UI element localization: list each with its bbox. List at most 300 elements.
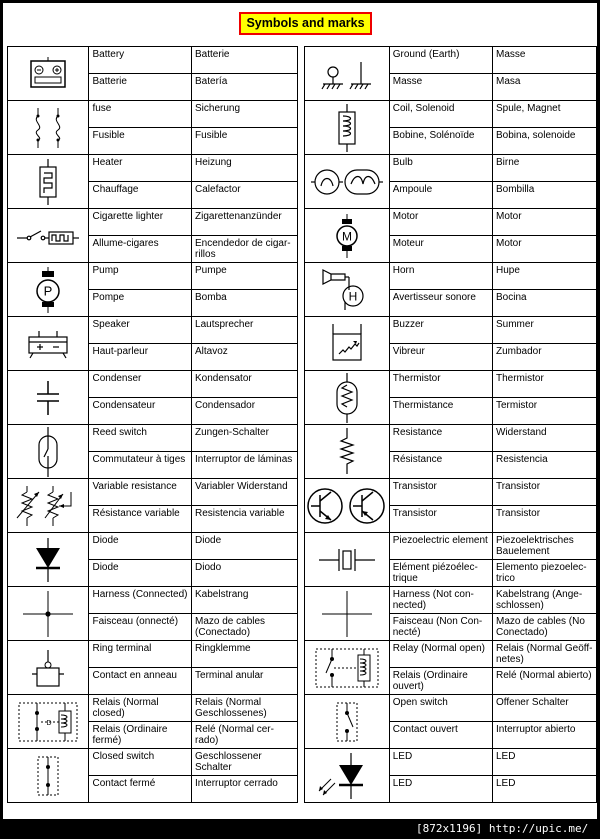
reed-switch-icon — [8, 425, 89, 479]
buzzer-label-es-text: Zumbador — [495, 346, 542, 357]
variable-resistance-label-es-text: Resistencia variable — [195, 508, 285, 519]
resistance-label-en — [389, 425, 492, 452]
closed-switch-label-es-text: Interruptor cerrado — [195, 778, 278, 789]
harness-not-connected-label-es-text: Mazo de cables (No Conectado) — [495, 616, 585, 638]
harness-connected-label-fr — [89, 614, 192, 641]
thermistor-label-de — [492, 371, 596, 398]
coil-solenoid-icon — [304, 101, 389, 155]
bulb-label-de — [492, 155, 596, 182]
ground-label-es — [492, 74, 596, 101]
harness-not-connected-label-fr — [389, 614, 492, 641]
horn-label-de-text: Hupe — [495, 265, 520, 276]
led-label-en-text: LED — [392, 751, 413, 762]
reed-switch-label-es-text: Interruptor de láminas — [195, 454, 293, 465]
fuse-label-fr-text: Fusible — [92, 130, 125, 141]
cigarette-lighter-label-fr-text: Allume-cigares — [92, 238, 159, 249]
diode-label-de — [192, 533, 298, 560]
column-gap — [297, 371, 304, 398]
column-gap — [297, 263, 304, 290]
pump-label-fr-text: Pompe — [92, 292, 125, 303]
relay-normal-open-icon — [304, 641, 389, 695]
variable-resistance-icon — [8, 479, 89, 533]
transistor-label-es-text: Transistor — [495, 508, 541, 519]
relay-normal-closed-label-de-text: Relais (Normal Geschlossenes) — [195, 697, 267, 719]
closed-switch-label-es — [192, 776, 298, 803]
harness-not-connected-label-es — [492, 614, 596, 641]
table-row — [8, 587, 597, 614]
svg-text:P: P — [43, 283, 53, 298]
battery-icon — [8, 47, 89, 101]
bulb-label-fr-text: Ampoule — [392, 184, 433, 195]
pump-label-es — [192, 290, 298, 317]
thermistor-label-es-text: Termistor — [495, 400, 538, 411]
relay-normal-open-label-fr — [389, 668, 492, 695]
column-gap — [297, 668, 304, 695]
coil-solenoid-label-de — [492, 101, 596, 128]
column-gap — [297, 452, 304, 479]
ring-terminal-label-es — [192, 668, 298, 695]
fuse-label-fr — [89, 128, 192, 155]
relay-normal-open-label-de-text: Relais (Normal Geöff-netes) — [495, 643, 593, 665]
heater-label-fr — [89, 182, 192, 209]
table-row — [8, 317, 597, 344]
condenser-label-es-text: Condensador — [195, 400, 256, 411]
led-label-es-text: LED — [495, 778, 516, 789]
variable-resistance-label-en-text: Variable resistance — [92, 481, 177, 492]
cigarette-lighter-label-fr — [89, 236, 192, 263]
pump-icon — [8, 263, 89, 317]
pump-label-es-text: Bomba — [195, 292, 227, 303]
speaker-label-en — [89, 317, 192, 344]
condenser-label-fr — [89, 398, 192, 425]
closed-switch-label-fr — [89, 776, 192, 803]
condenser-label-de — [192, 371, 298, 398]
harness-connected-label-en — [89, 587, 192, 614]
table-row — [8, 236, 597, 263]
ground-label-de-text: Masse — [495, 49, 526, 60]
heater-icon — [8, 155, 89, 209]
bulb-icon — [304, 155, 389, 209]
heater-label-de — [192, 155, 298, 182]
battery-label-es-text: Batería — [195, 76, 228, 87]
resistance-label-fr-text: Résistance — [392, 454, 443, 465]
table-row — [8, 182, 597, 209]
horn-label-en — [389, 263, 492, 290]
buzzer-label-fr-text: Vibreur — [392, 346, 425, 357]
condenser-label-fr-text: Condensateur — [92, 400, 156, 411]
harness-not-connected-icon — [304, 587, 389, 641]
table-row — [8, 209, 597, 236]
transistor-label-de-text: Transistor — [495, 481, 541, 492]
page-title: Symbols and marks — [239, 12, 372, 35]
resistance-label-es — [492, 452, 596, 479]
bulb-label-en-text: Bulb — [392, 157, 413, 168]
speaker-label-de-text: Lautsprecher — [195, 319, 254, 330]
diode-label-en-text: Diode — [92, 535, 119, 546]
table-row — [8, 344, 597, 371]
diode-label-fr — [89, 560, 192, 587]
column-gap — [297, 47, 304, 74]
horn-label-es-text: Bocina — [495, 292, 527, 303]
table-row — [8, 722, 597, 749]
column-gap — [297, 74, 304, 101]
table-row — [8, 560, 597, 587]
table-row — [8, 641, 597, 668]
coil-solenoid-label-de-text: Spule, Magnet — [495, 103, 561, 114]
table-row — [8, 614, 597, 641]
led-label-fr-text: LED — [392, 778, 413, 789]
column-gap — [297, 128, 304, 155]
table-row — [8, 425, 597, 452]
column-gap — [297, 425, 304, 452]
table-row — [8, 452, 597, 479]
heater-label-fr-text: Chauffage — [92, 184, 139, 195]
variable-resistance-label-de-text: Variabler Widerstand — [195, 481, 288, 492]
closed-switch-label-fr-text: Contact fermé — [92, 778, 156, 789]
column-gap — [297, 749, 304, 776]
column-gap — [297, 155, 304, 182]
harness-not-connected-label-en-text: Harness (Not con-nected) — [392, 589, 474, 611]
table-row — [8, 47, 597, 74]
coil-solenoid-label-en-text: Coil, Solenoid — [392, 103, 455, 114]
fuse-label-es-text: Fusible — [195, 130, 228, 141]
column-gap — [297, 317, 304, 344]
column-gap — [297, 290, 304, 317]
relay-normal-open-label-es — [492, 668, 596, 695]
ring-terminal-icon — [8, 641, 89, 695]
closed-switch-label-en — [89, 749, 192, 776]
buzzer-icon — [304, 317, 389, 371]
table-row — [8, 101, 597, 128]
reed-switch-label-fr — [89, 452, 192, 479]
table-row — [8, 371, 597, 398]
coil-solenoid-label-es-text: Bobina, solenoide — [495, 130, 576, 141]
speaker-label-es-text: Altavoz — [195, 346, 228, 357]
transistor-label-de — [492, 479, 596, 506]
transistor-label-en-text: Transistor — [392, 481, 437, 492]
fuse-label-es — [192, 128, 298, 155]
relay-normal-open-label-es-text: Relé (Normal abierto) — [495, 670, 592, 681]
reed-switch-label-en-text: Reed switch — [92, 427, 147, 438]
buzzer-label-de — [492, 317, 596, 344]
reed-switch-label-fr-text: Commutateur à tiges — [92, 454, 186, 465]
column-gap — [297, 101, 304, 128]
diode-icon — [8, 533, 89, 587]
harness-connected-label-de — [192, 587, 298, 614]
closed-switch-label-en-text: Closed switch — [92, 751, 155, 762]
horn-label-fr — [389, 290, 492, 317]
harness-connected-label-en-text: Harness (Connected) — [92, 589, 188, 600]
ground-label-fr — [389, 74, 492, 101]
ring-terminal-label-de — [192, 641, 298, 668]
thermistor-label-es — [492, 398, 596, 425]
table-row — [8, 776, 597, 803]
variable-resistance-label-fr — [89, 506, 192, 533]
ground-icon — [304, 47, 389, 101]
thermistor-label-en-text: Thermistor — [392, 373, 441, 384]
ground-label-de — [492, 47, 596, 74]
pump-label-en-text: Pump — [92, 265, 119, 276]
piezoelectric-element-label-fr-text: Elément piézoélec-trique — [392, 562, 478, 584]
buzzer-label-en-text: Buzzer — [392, 319, 424, 330]
motor-label-es — [492, 236, 596, 263]
open-switch-label-de-text: Offener Schalter — [495, 697, 569, 708]
speaker-label-fr-text: Haut-parleur — [92, 346, 149, 357]
transistor-label-en — [389, 479, 492, 506]
harness-not-connected-label-de-text: Kabelstrang (Ange-schlossen) — [495, 589, 583, 611]
battery-label-en-text: Battery — [92, 49, 125, 60]
symbols-table — [7, 46, 597, 803]
speaker-label-es — [192, 344, 298, 371]
column-gap — [297, 479, 304, 506]
ring-terminal-label-en — [89, 641, 192, 668]
bulb-label-fr — [389, 182, 492, 209]
resistance-label-en-text: Resistance — [392, 427, 443, 438]
table-row — [8, 290, 597, 317]
ground-label-en-text: Ground (Earth) — [392, 49, 460, 60]
harness-not-connected-label-fr-text: Faisceau (Non Con-necté) — [392, 616, 483, 638]
diode-label-fr-text: Diode — [92, 562, 119, 573]
cigarette-lighter-label-es-text: Encendedor de cigar-rillos — [195, 238, 291, 260]
harness-connected-label-de-text: Kabelstrang — [195, 589, 249, 600]
horn-label-es — [492, 290, 596, 317]
closed-switch-label-de — [192, 749, 298, 776]
transistor-label-es — [492, 506, 596, 533]
battery-label-de — [192, 47, 298, 74]
ring-terminal-label-en-text: Ring terminal — [92, 643, 152, 654]
fuse-label-de-text: Sicherung — [195, 103, 241, 114]
piezoelectric-element-label-es-text: Elemento piezoelec-trico — [495, 562, 587, 584]
svg-text:D: D — [46, 719, 52, 727]
motor-icon — [304, 209, 389, 263]
piezoelectric-element-label-de — [492, 533, 596, 560]
relay-normal-closed-label-fr-text: Relais (Ordinaire fermé) — [92, 724, 168, 746]
motor-label-de — [492, 209, 596, 236]
bulb-label-en — [389, 155, 492, 182]
reed-switch-label-de — [192, 425, 298, 452]
cigarette-lighter-label-es — [192, 236, 298, 263]
resistance-icon — [304, 425, 389, 479]
fuse-icon — [8, 101, 89, 155]
thermistor-label-en — [389, 371, 492, 398]
horn-label-en-text: Horn — [392, 265, 415, 276]
battery-label-de-text: Batterie — [195, 49, 230, 60]
bulb-label-de-text: Birne — [495, 157, 520, 168]
motor-label-en-text: Motor — [392, 211, 419, 222]
bulb-label-es-text: Bombilla — [495, 184, 535, 195]
column-gap — [297, 614, 304, 641]
relay-normal-open-label-fr-text: Relais (Ordinaire ouvert) — [392, 670, 468, 692]
heater-label-en-text: Heater — [92, 157, 123, 168]
table-row — [8, 155, 597, 182]
coil-solenoid-label-fr — [389, 128, 492, 155]
column-gap — [297, 560, 304, 587]
table-row — [8, 506, 597, 533]
bulb-label-es — [492, 182, 596, 209]
piezoelectric-element-label-de-text: Piezoelektrisches Bauelement — [495, 535, 574, 557]
relay-normal-closed-label-fr — [89, 722, 192, 749]
coil-solenoid-label-es — [492, 128, 596, 155]
diode-label-de-text: Diode — [195, 535, 222, 546]
svg-text:M: M — [341, 229, 352, 243]
diode-label-es — [192, 560, 298, 587]
pump-label-fr — [89, 290, 192, 317]
open-switch-label-fr — [389, 722, 492, 749]
cigarette-lighter-icon — [8, 209, 89, 263]
column-gap — [297, 533, 304, 560]
ground-label-fr-text: Masse — [392, 76, 423, 87]
table-row — [8, 479, 597, 506]
battery-label-en — [89, 47, 192, 74]
motor-label-fr — [389, 236, 492, 263]
heater-label-es — [192, 182, 298, 209]
piezoelectric-element-label-en-text: Piezoelectric element — [392, 535, 488, 546]
open-switch-label-en — [389, 695, 492, 722]
condenser-icon — [8, 371, 89, 425]
column-gap — [297, 344, 304, 371]
resistance-label-de-text: Widerstand — [495, 427, 547, 438]
speaker-label-fr — [89, 344, 192, 371]
buzzer-label-es — [492, 344, 596, 371]
diode-label-es-text: Diodo — [195, 562, 222, 573]
open-switch-label-es — [492, 722, 596, 749]
column-gap — [297, 398, 304, 425]
battery-label-fr — [89, 74, 192, 101]
column-gap — [297, 641, 304, 668]
ground-label-es-text: Masa — [495, 76, 521, 87]
piezoelectric-element-label-fr — [389, 560, 492, 587]
cigarette-lighter-label-de — [192, 209, 298, 236]
fuse-label-en-text: fuse — [92, 103, 112, 114]
piezoelectric-element-label-es — [492, 560, 596, 587]
motor-label-fr-text: Moteur — [392, 238, 424, 249]
ring-terminal-label-de-text: Ringklemme — [195, 643, 251, 654]
led-icon — [304, 749, 389, 803]
fuse-label-de — [192, 101, 298, 128]
column-gap — [297, 209, 304, 236]
horn-icon — [304, 263, 389, 317]
open-switch-icon — [304, 695, 389, 749]
variable-resistance-label-fr-text: Résistance variable — [92, 508, 180, 519]
coil-solenoid-label-fr-text: Bobine, Solénoïde — [392, 130, 475, 141]
open-switch-label-de — [492, 695, 596, 722]
cigarette-lighter-label-en — [89, 209, 192, 236]
table-row — [8, 263, 597, 290]
relay-normal-closed-label-es — [192, 722, 298, 749]
led-label-de-text: LED — [495, 751, 516, 762]
led-label-en — [389, 749, 492, 776]
led-label-de — [492, 749, 596, 776]
relay-normal-closed-label-es-text: Relé (Normal cer-rado) — [195, 724, 274, 746]
diode-label-en — [89, 533, 192, 560]
open-switch-label-es-text: Interruptor abierto — [495, 724, 576, 735]
condenser-label-en-text: Condenser — [92, 373, 142, 384]
buzzer-label-en — [389, 317, 492, 344]
condenser-label-en — [89, 371, 192, 398]
pump-label-de — [192, 263, 298, 290]
battery-label-fr-text: Batterie — [92, 76, 127, 87]
heater-label-en — [89, 155, 192, 182]
relay-normal-open-label-de — [492, 641, 596, 668]
harness-connected-icon — [8, 587, 89, 641]
thermistor-label-fr — [389, 398, 492, 425]
relay-normal-closed-label-de — [192, 695, 298, 722]
motor-label-en — [389, 209, 492, 236]
transistor-label-fr-text: Transistor — [392, 508, 437, 519]
ground-label-en — [389, 47, 492, 74]
image-footer: [872x1196] http://upic.me/ — [416, 822, 589, 835]
transistor-label-fr — [389, 506, 492, 533]
harness-connected-label-fr-text: Faisceau (onnecté) — [92, 616, 179, 627]
table-row — [8, 74, 597, 101]
resistance-label-de — [492, 425, 596, 452]
horn-label-de — [492, 263, 596, 290]
heater-label-de-text: Heizung — [195, 157, 232, 168]
harness-not-connected-label-de — [492, 587, 596, 614]
thermistor-label-fr-text: Thermistance — [392, 400, 454, 411]
piezoelectric-element-icon — [304, 533, 389, 587]
led-label-es — [492, 776, 596, 803]
condenser-label-de-text: Kondensator — [195, 373, 252, 384]
speaker-label-de — [192, 317, 298, 344]
ring-terminal-label-es-text: Terminal anular — [195, 670, 264, 681]
transistor-icon — [304, 479, 389, 533]
table-row — [8, 128, 597, 155]
table-row — [8, 533, 597, 560]
open-switch-label-fr-text: Contact ouvert — [392, 724, 458, 735]
table-row — [8, 668, 597, 695]
ring-terminal-label-fr-text: Contact en anneau — [92, 670, 177, 681]
speaker-icon — [8, 317, 89, 371]
reed-switch-label-de-text: Zungen-Schalter — [195, 427, 269, 438]
variable-resistance-label-es — [192, 506, 298, 533]
column-gap — [297, 506, 304, 533]
column-gap — [297, 695, 304, 722]
harness-not-connected-label-en — [389, 587, 492, 614]
relay-normal-closed-label-en-text: Relais (Normal closed) — [92, 697, 159, 719]
coil-solenoid-label-en — [389, 101, 492, 128]
svg-text:H: H — [348, 289, 358, 303]
motor-label-es-text: Motor — [495, 238, 522, 249]
closed-switch-icon — [8, 749, 89, 803]
relay-normal-open-label-en-text: Relay (Normal open) — [392, 643, 486, 654]
relay-normal-closed-icon — [8, 695, 89, 749]
column-gap — [297, 236, 304, 263]
symbols-sheet — [3, 3, 597, 819]
pump-label-de-text: Pumpe — [195, 265, 227, 276]
column-gap — [297, 182, 304, 209]
cigarette-lighter-label-en-text: Cigarette lighter — [92, 211, 164, 222]
heater-label-es-text: Calefactor — [195, 184, 241, 195]
led-label-fr — [389, 776, 492, 803]
horn-label-fr-text: Avertisseur sonore — [392, 292, 476, 303]
relay-normal-closed-label-en — [89, 695, 192, 722]
buzzer-label-fr — [389, 344, 492, 371]
thermistor-icon — [304, 371, 389, 425]
piezoelectric-element-label-en — [389, 533, 492, 560]
battery-label-es — [192, 74, 298, 101]
table-row — [8, 695, 597, 722]
thermistor-label-de-text: Thermistor — [495, 373, 544, 384]
ring-terminal-label-fr — [89, 668, 192, 695]
resistance-label-fr — [389, 452, 492, 479]
column-gap — [297, 722, 304, 749]
variable-resistance-label-en — [89, 479, 192, 506]
closed-switch-label-de-text: Geschlossener Schalter — [195, 751, 262, 773]
variable-resistance-label-de — [192, 479, 298, 506]
fuse-label-en — [89, 101, 192, 128]
table-row — [8, 398, 597, 425]
